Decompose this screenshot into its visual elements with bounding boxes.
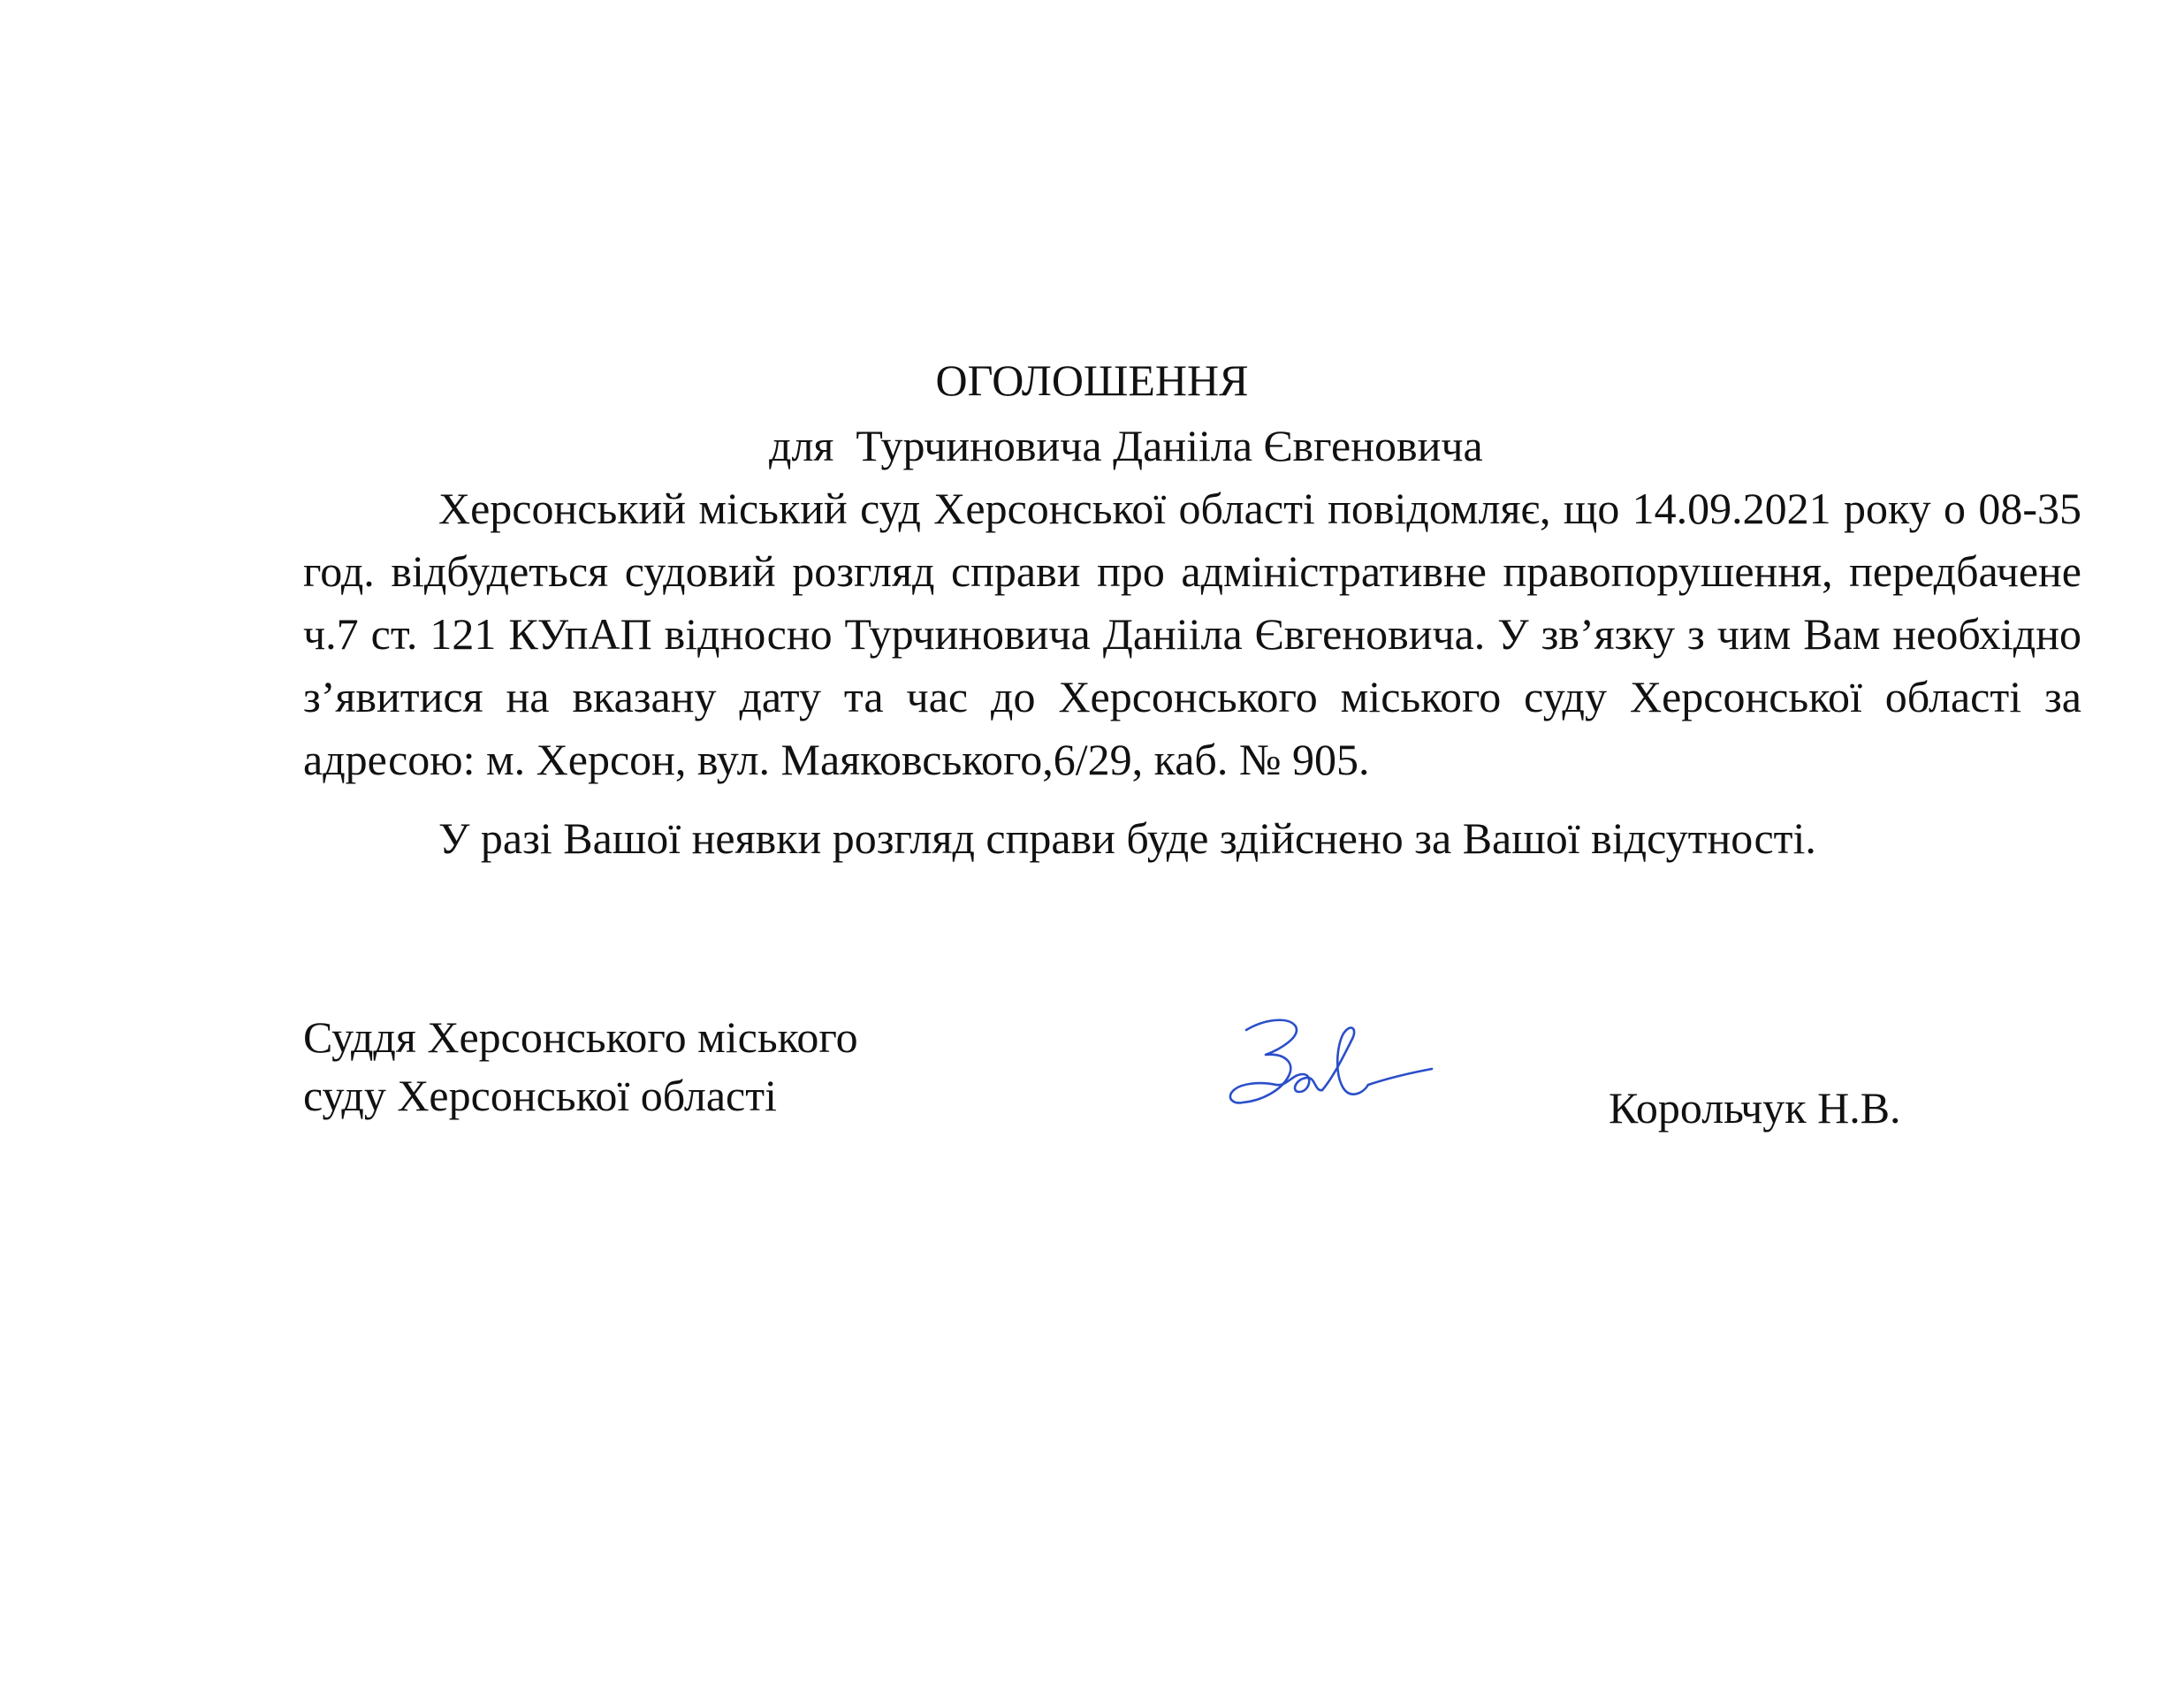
notice-paragraph-absence: У разі Вашої неявки розгляд справи буде здійснено за Вашої відсутності. xyxy=(438,813,1816,863)
handwritten-signature xyxy=(1211,1003,1441,1127)
signatory-title-line-2: суду Херсонської області xyxy=(303,1071,777,1120)
signatory-name: Корольчук Н.В. xyxy=(1609,1083,1901,1133)
signatory-title xyxy=(303,1008,858,1125)
signatory-title-line-1: Суддя Херсонського міського xyxy=(303,1012,858,1062)
document-title: ОГОЛОШЕННЯ xyxy=(935,355,1249,405)
addressee-line: для Турчиновича Данііла Євгеновича xyxy=(769,421,1483,470)
notice-paragraph-hearing: Херсонський міський суд Херсонської області повідомляє, що 14.09.2021 року о 08-35 год. відбудеться судовий розгляд справи про адміністративне правопорушення, передбачене ч.7 ст. 121 КУпАП відносно Турчиновича Данііла Євгеновича. У зв’язку з чим Вам необхідно з’явитися на вказану дату та час до Херсонського міського суду Херсонської області за адресою: м. Херсон, вул. Маяковського,6/29, каб. № 905. xyxy=(303,484,2081,784)
notice-body xyxy=(303,477,2081,870)
